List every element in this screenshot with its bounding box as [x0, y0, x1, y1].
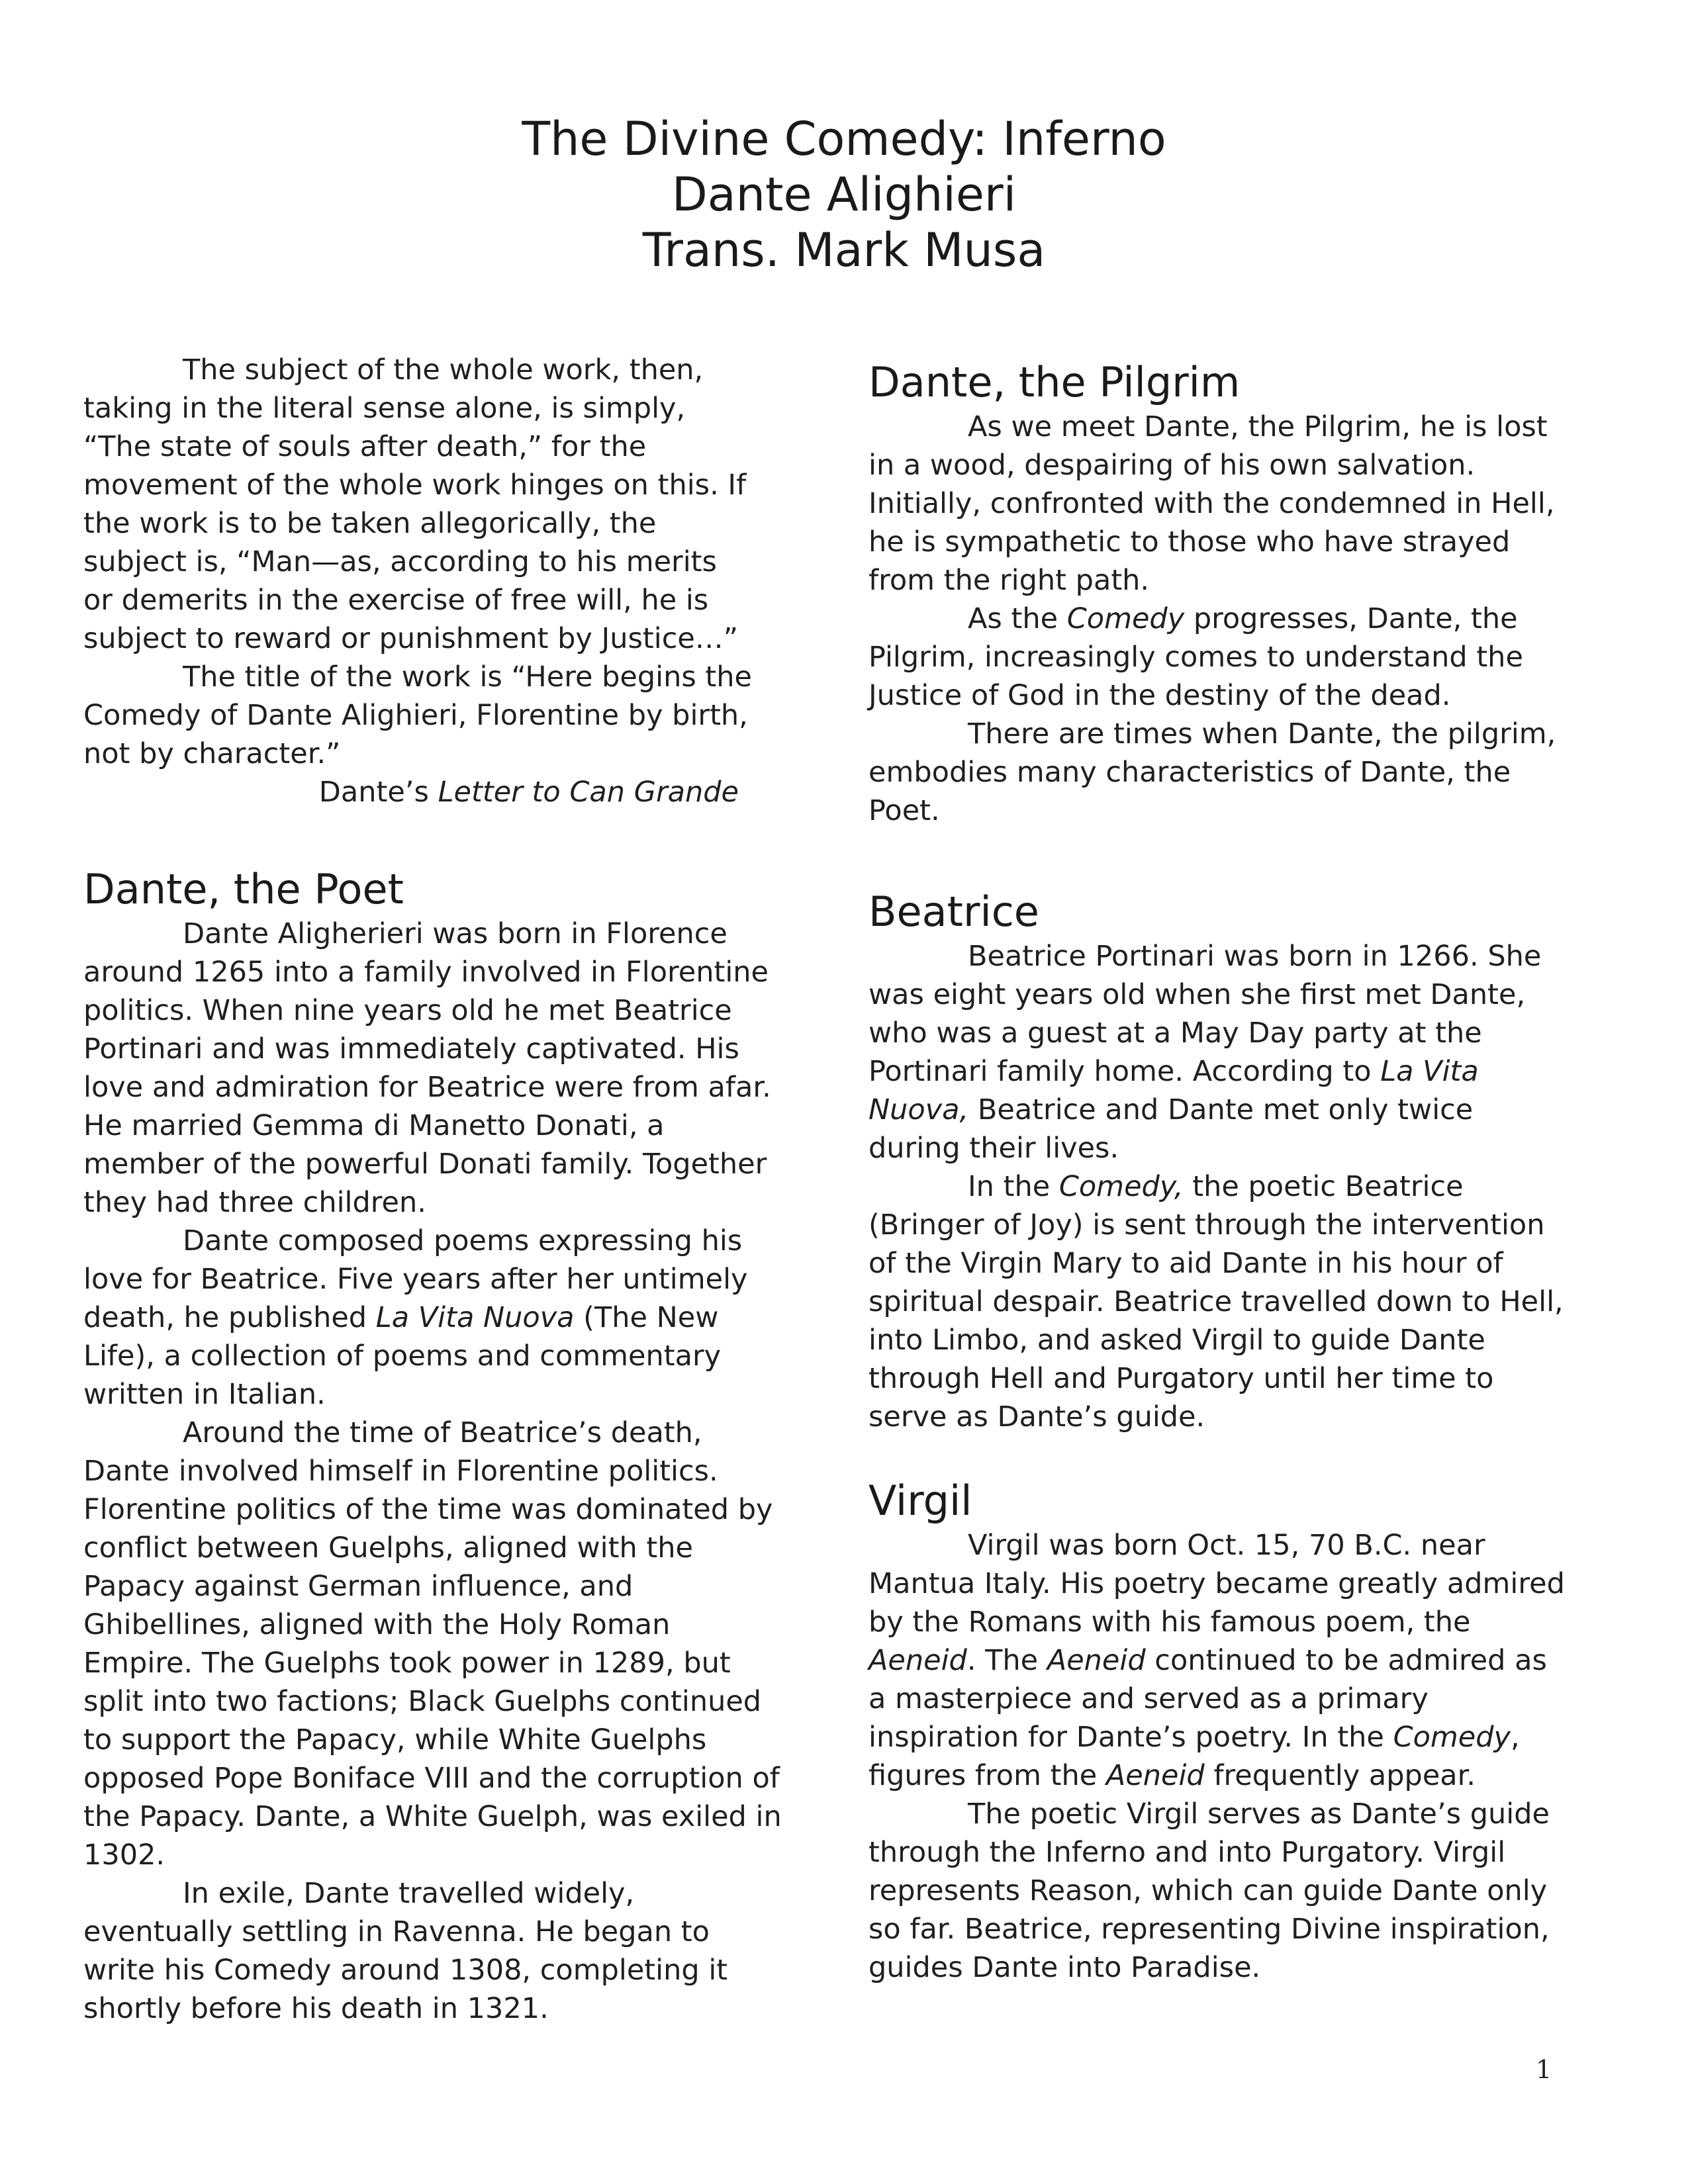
paragraph: The poetic Virgil serves as Dante’s guide through the Inferno and into Purgatory. Virgil represents Reason, which can guide Dante only so far. Beatrice, representing Divine inspiration, guides Dante into Paradise. [868, 1797, 1550, 1984]
paragraph: Around the time of Beatrice’s death, Dante involved himself in Florentine politics. Florentine politics of the time was dominated by conflict between Guelphs, aligned with the Papacy against German influence, and Ghibellines, aligned with the Holy Roman Empire. The Guelphs took power in 1289, but split into two factions; Black Guelphs continued to support the Papacy, while White Guelphs opposed Pope Boniface VIII and the corruption of the Papacy. Dante, a White Guelph, was exiled in 1302. [83, 1416, 782, 1872]
text-run: continued to be admired as a masterpiece and served as a primary inspiration for Dante’s poetry. In the [868, 1644, 1547, 1754]
paragraph [83, 1222, 785, 1414]
paragraph: As we meet Dante, the Pilgrim, he is lost in a wood, despairing of his own salvation. Initially, confronted with the condemned in Hell, he is sympathetic to those who have strayed from the right path. [868, 410, 1555, 597]
paragraph [868, 1167, 1570, 1436]
epigraph [83, 351, 752, 811]
paragraph: Dante Aligherieri was born in Florence around 1265 into a family involved in Florentine politics. When nine years old he met Beatrice Portinari and was immediately captivated. His love and admiration for Beatrice were from afar. He married Gemma di Manetto Donati, a member of the powerful Donati family. Together they had three children. [83, 917, 771, 1219]
text-run: . The [966, 1644, 1047, 1677]
title-block [0, 111, 1688, 278]
attribution-title: Letter to Can Grande [438, 776, 739, 809]
italic-title: Comedy [1066, 602, 1185, 635]
text-run: As the [968, 602, 1067, 635]
italic-title: Aeneid [1047, 1644, 1146, 1677]
paragraph [868, 937, 1570, 1167]
left-column [83, 351, 785, 2028]
epigraph-attribution [83, 773, 752, 811]
italic-title: La Vita Nuova, [868, 1055, 1479, 1126]
text-run: Beatrice and Dante met only twice during their lives. [868, 1093, 1474, 1165]
epigraph-paragraph: The subject of the whole work, then, taking in the literal sense alone, is simply, “The state of souls after death,” for the movement of the whole work hinges on this. If the work is to be taken allegorically, the subject is, “Man—as, according to his merits or demerits in the exercise of free will, he is subject to reward or punishment by Justice…” [83, 353, 747, 655]
translator-line: Trans. Mark Musa [642, 223, 1046, 277]
document-title: The Divine Comedy: Inferno [522, 112, 1166, 166]
attribution-prefix: Dante’s [318, 776, 438, 809]
section-heading-poet: Dante, the Poet [83, 865, 404, 913]
text-run: Dante composed poems expressing his love for Beatrice. Five years after her untimely death, he published [83, 1224, 748, 1334]
text-run: In the [968, 1170, 1059, 1203]
paragraph: In exile, Dante travelled widely, eventually settling in Ravenna. He began to write his Comedy around 1308, completing it shortly before his death in 1321. [83, 1877, 728, 2025]
text-run: frequently appear. [1204, 1759, 1476, 1792]
text-run: Virgil was born Oct. 15, 70 B.C. near Mantua Italy. His poetry became greatly admired by the Romans with his famous poem, the [868, 1529, 1565, 1639]
right-column [868, 357, 1570, 1987]
italic-title: Aeneid [1105, 1759, 1205, 1792]
text-run: the poetic Beatrice (Bringer of Joy) is sent through the intervention of the Virgin Mary to aid Dante in his hour of spiritual despair. Beatrice travelled down to Hell, into Limbo, and asked Virgil to guide Dante through Hell and Purgatory until her time to serve as Dante’s guide. [868, 1170, 1564, 1433]
paragraph [868, 600, 1570, 715]
italic-title: La Vita Nuova [375, 1301, 575, 1334]
paragraph: There are times when Dante, the pilgrim, embodies many characteristics of Dante, the Poet. [868, 717, 1556, 827]
page-number: 1 [1536, 2055, 1552, 2084]
text-run: (The New Life), a collection of poems and commentary written in Italian. [83, 1301, 722, 1411]
text-run: Beatrice Portinari was born in 1266. She was eight years old when she first met Dante, who was a guest at a May Day party at the Portinari family home. According to [868, 940, 1542, 1088]
italic-title: Comedy [1393, 1721, 1511, 1754]
author-name: Dante Alighieri [671, 167, 1017, 222]
section-heading-beatrice: Beatrice [868, 887, 1039, 936]
text-run: , figures from the [868, 1721, 1520, 1792]
section-heading-virgil: Virgil [868, 1477, 972, 1525]
italic-title: Aeneid [868, 1644, 967, 1677]
text-run: progresses, Dante, the Pilgrim, increasingly comes to understand the Justice of God in the destiny of the dead. [868, 602, 1523, 712]
paragraph [868, 1526, 1570, 1795]
section-heading-pilgrim: Dante, the Pilgrim [868, 358, 1241, 406]
italic-title: Comedy, [1058, 1170, 1184, 1203]
epigraph-paragraph: The title of the work is “Here begins the Comedy of Dante Alighieri, Florentine by birth, not by character.” [83, 660, 752, 770]
